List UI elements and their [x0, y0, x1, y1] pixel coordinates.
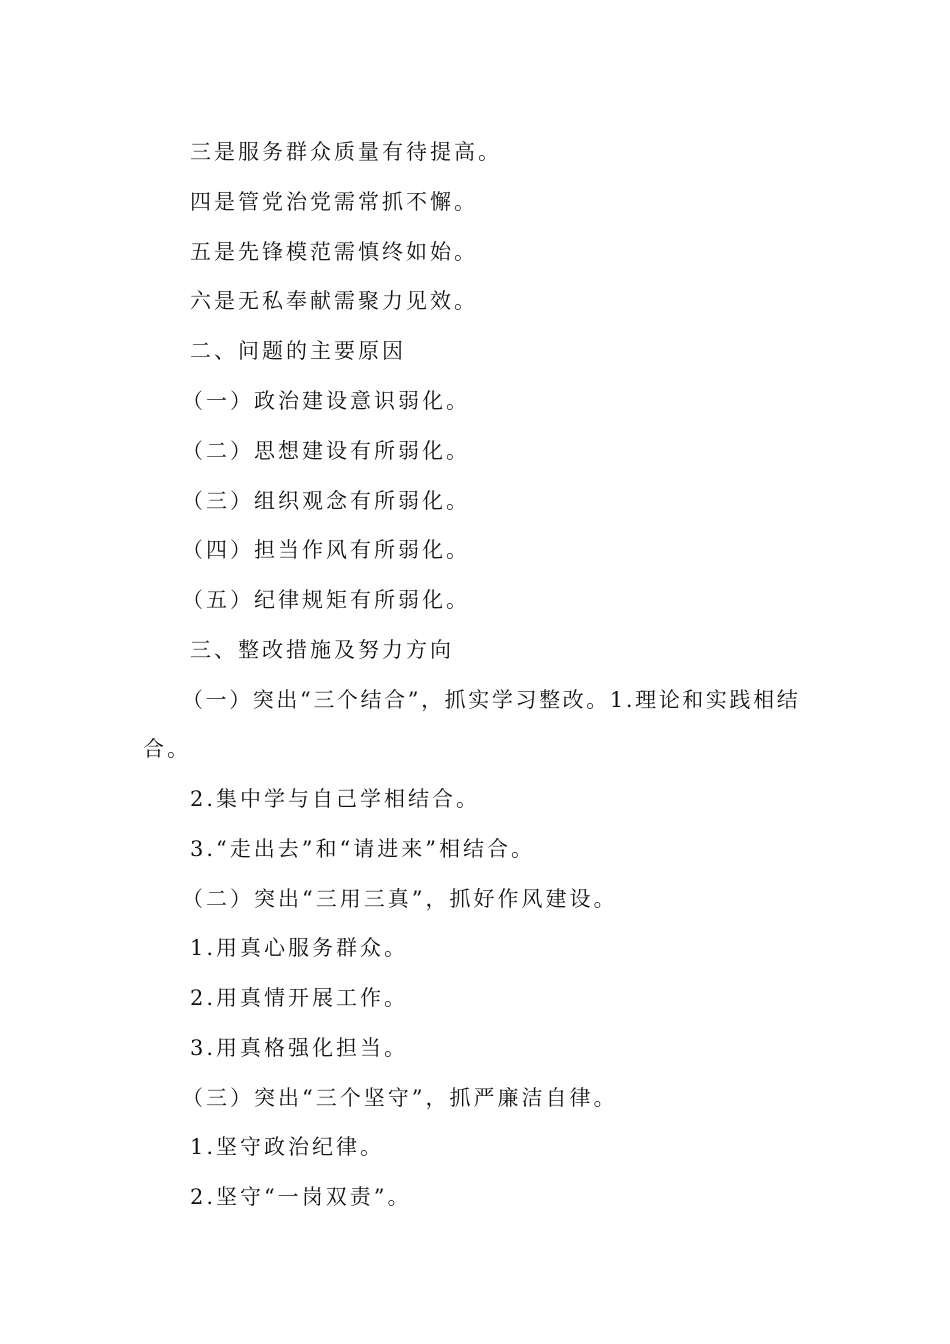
text-line: 3.用真格强化担当。 [190, 1036, 409, 1060]
text-line: （三）突出“三个坚守”，抓严廉洁自律。 [182, 1086, 618, 1110]
text-line: 五是先锋模范需慎终如始。 [190, 240, 478, 264]
text-line: 四是管党治党需常抓不懈。 [190, 190, 478, 214]
text-line: 三是服务群众质量有待提高。 [190, 140, 502, 164]
section-heading: 三、整改措施及努力方向 [190, 638, 454, 662]
text-line: （一）政治建设意识弱化。 [182, 389, 470, 413]
text-line: 2.集中学与自己学相结合。 [190, 787, 481, 811]
text-line: 2.用真情开展工作。 [190, 986, 409, 1010]
text-line: 1.用真心服务群众。 [190, 936, 409, 960]
text-line: 合。 [143, 737, 191, 761]
text-line: （四）担当作风有所弱化。 [182, 538, 470, 562]
text-line: 1.坚守政治纪律。 [190, 1135, 385, 1159]
text-line: （二）思想建设有所弱化。 [182, 439, 470, 463]
text-line: （三）组织观念有所弱化。 [182, 489, 470, 513]
section-heading: 二、问题的主要原因 [190, 339, 406, 363]
text-line: 2.坚守“一岗双责”。 [190, 1185, 412, 1209]
text-line: （一）突出“三个结合”，抓实学习整改。1.理论和实践相结 [182, 688, 801, 712]
text-line: 六是无私奉献需聚力见效。 [190, 289, 478, 313]
text-line: 3.“走出去”和“请进来”相结合。 [190, 837, 535, 861]
text-line: （二）突出“三用三真”，抓好作风建设。 [182, 887, 618, 911]
text-line: （五）纪律规矩有所弱化。 [182, 588, 470, 612]
